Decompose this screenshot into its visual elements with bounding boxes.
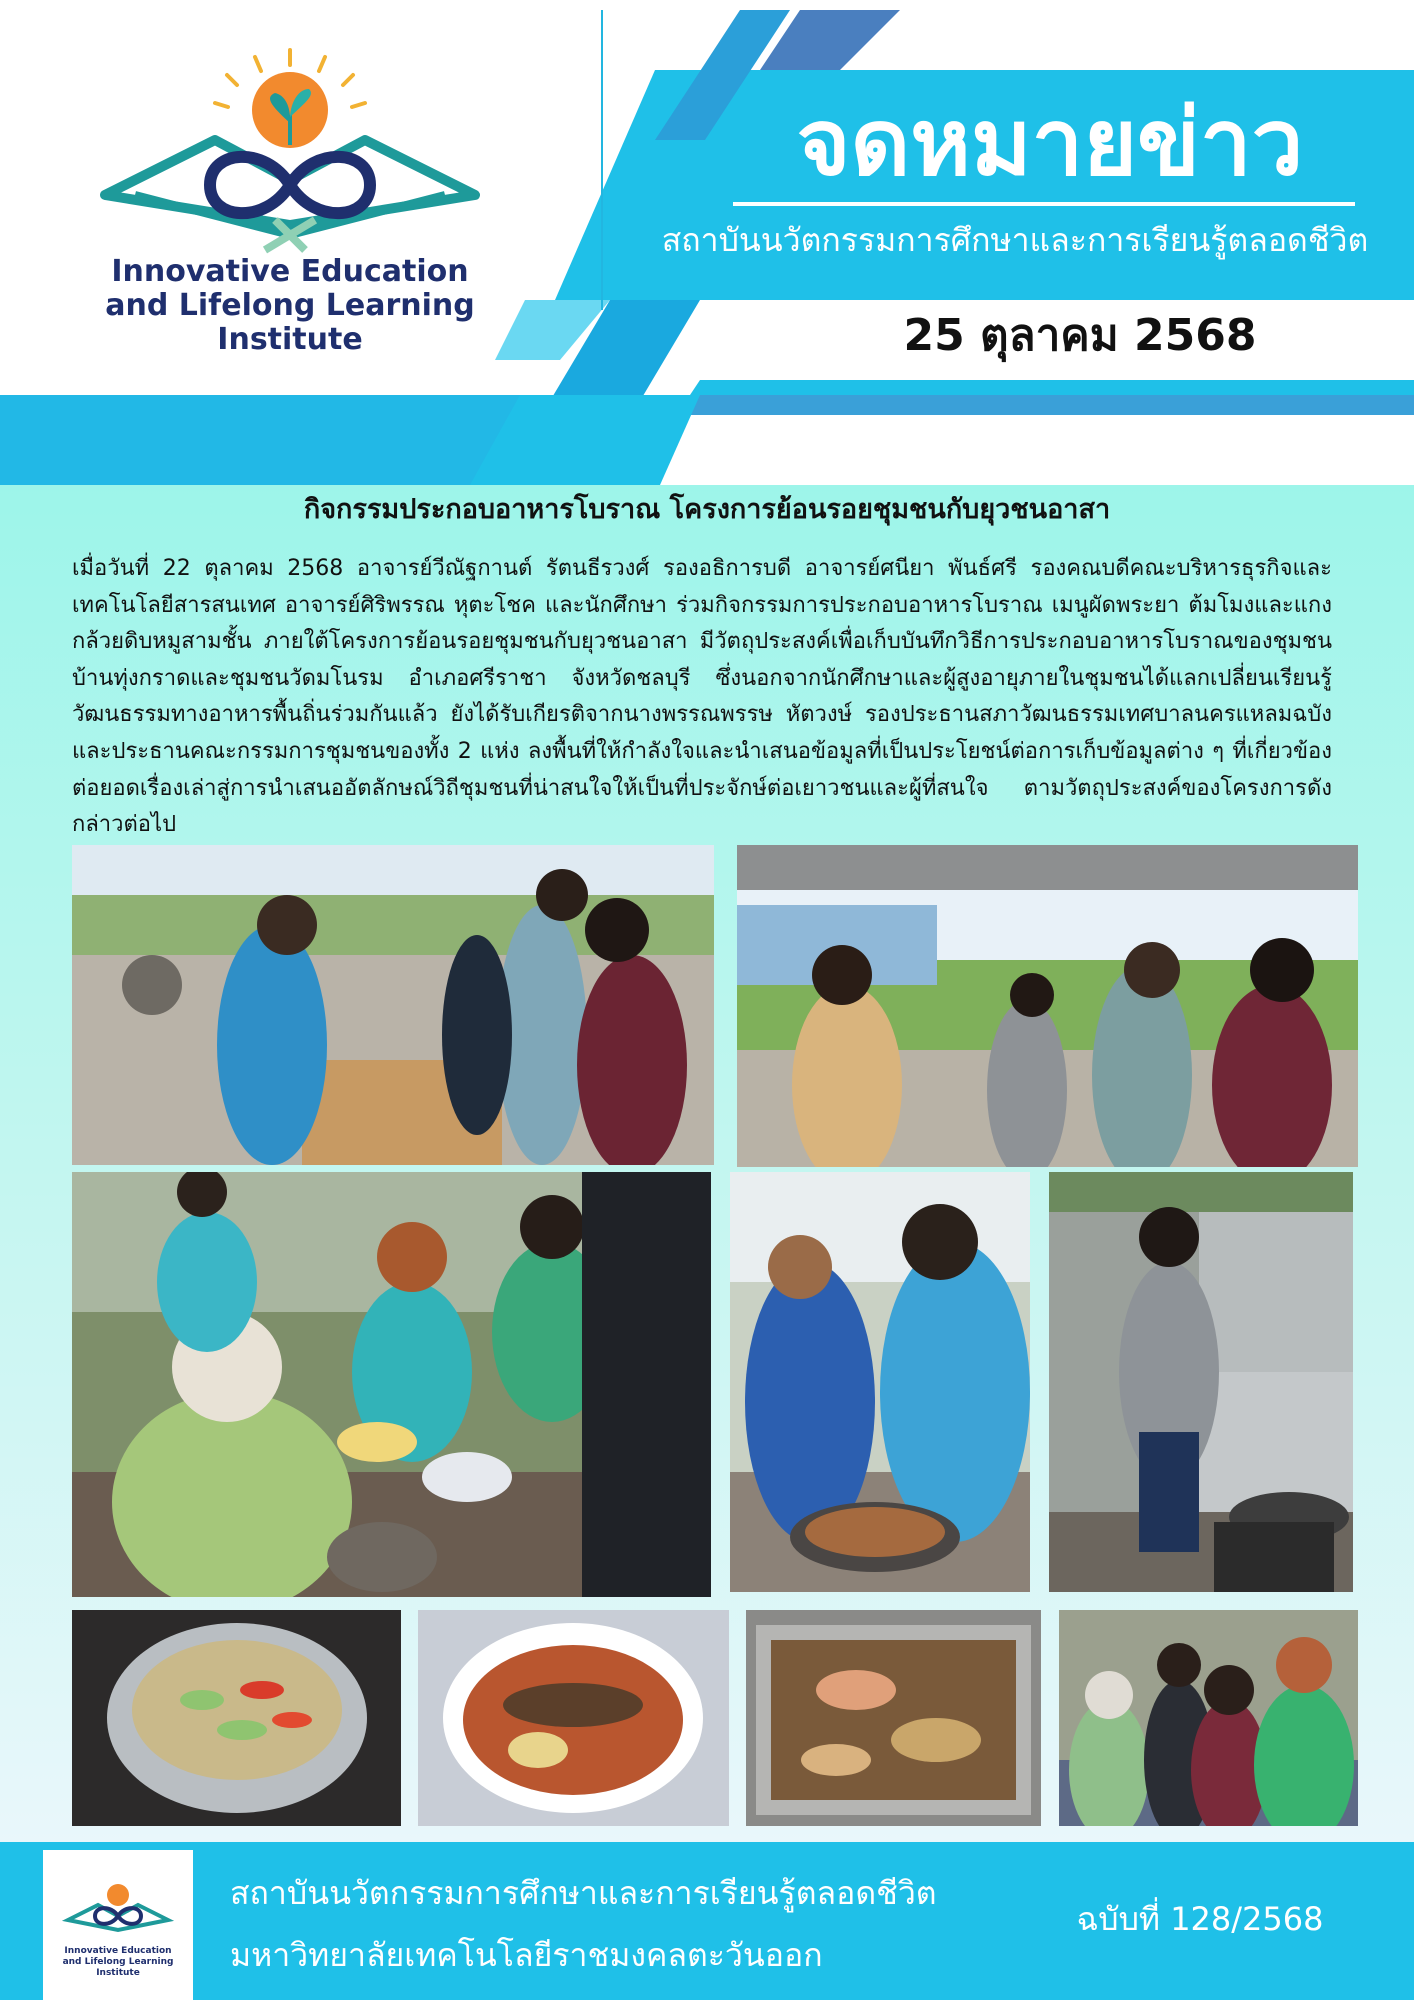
newsletter-title: จดหมายข่าว — [796, 89, 1304, 196]
photo-wok-stirring — [730, 1172, 1030, 1592]
photo-dish-stirfry — [746, 1610, 1041, 1826]
header-divider — [601, 10, 603, 310]
article-body: เมื่อวันที่ 22 ตุลาคม 2568 อาจารย์วีณัฐกานต์ รัตนธีรวงศ์ รองอธิการบดี อาจารย์ศนียา พันธ์ศรี รองคณบดีคณะบริหารธุรกิจและเทคโนโลยีสารสนเทศ อาจารย์ศิริพรรณ หุตะโชค และนักศึกษา ร่วมกิจกรรมการประกอบอาหารโบราณ เมนูผัดพระยา ต้มโมงและแกงกล้วยดิบหมูสามชั้น ภายใต้โครงการย้อนรอยชุมชนกับยุวชนอาสา มีวัตถุประสงค์เพื่อเก็บบันทึกวิธีการประกอบอาหารโบราณของชุมชนบ้านทุ่งกราดและชุมชนวัดมโนรม อำเภอศรีราชา จังหวัดชลบุรี ซึ่งนอกจากนักศึกษาและผู้สูงอายุภายในชุมชนได้แลกเปลี่ยนเรียนรู้วัฒนธรรมทางอาหารพื้นถิ่นร่วมกันแล้ว ยังได้รับเกียรติจากนางพรรณพรรษ หัตวงษ์ รองประธานสภาวัฒนธรรมเทศบาลนครแหลมฉบัง และประธานคณะกรรมการชุมชนของทั้ง 2 แห่ง ลงพื้นที่ให้กำลังใจและนำเสนอข้อมูลที่เป็นประโยชน์ต่อการเก็บข้อมูลต่าง ๆ ที่เกี่ยวข้อง ต่อยอดเรื่องเล่าสู่การนำเสนออัตลักษณ์วิถีชุมชนที่น่าสนใจให้เป็นที่ประจักษ์ต่อเยาวชนและผู้ที่สนใจ ตามวัตถุประสงค์ของโครงการดังกล่าวต่อไป — [72, 556, 1332, 838]
photo-group-talk — [737, 845, 1358, 1167]
footer-university-name: มหาวิทยาลัยเทคโนโลยีราชมงคลตะวันออก — [230, 1936, 823, 1974]
footer-logo-text-1: Innovative Education — [64, 1946, 172, 1956]
photo-group-meeting — [72, 845, 714, 1165]
footer-logo — [43, 1850, 193, 2000]
footer-institute-name: สถาบันนวัตกรรมการศึกษาและการเรียนรู้ตลอดชีวิต — [230, 1874, 937, 1912]
newsletter-header — [0, 0, 1414, 485]
photo-dish-pot — [72, 1610, 401, 1826]
newsletter-footer — [0, 1842, 1414, 2000]
article-section — [0, 485, 1414, 1842]
footer-institute-logo-icon — [43, 1850, 193, 2000]
photo-dish-curry — [418, 1610, 729, 1826]
issue-number: ฉบับที่ 128/2568 — [1076, 1900, 1324, 1938]
photo-community-members — [1059, 1610, 1358, 1826]
article-headline: กิจกรรมประกอบอาหารโบราณ โครงการย้อนรอยชุมชนกับยุวชนอาสา — [303, 494, 1111, 525]
footer-logo-text-3: Institute — [96, 1968, 140, 1978]
logo-wordmark: Innovative Education and Lifelong Learning Institute — [105, 254, 475, 357]
issue-date: 25 ตุลาคม 2568 — [903, 310, 1257, 361]
newsletter-subtitle: สถาบันนวัตกรรมการศึกษาและการเรียนรู้ตลอดชีวิต — [661, 221, 1369, 259]
title-underline — [733, 202, 1355, 206]
photo-cooking-prep — [72, 1172, 711, 1597]
photo-kitchen-cooking — [1049, 1172, 1353, 1592]
footer-logo-text-2: and Lifelong Learning — [62, 1957, 174, 1967]
